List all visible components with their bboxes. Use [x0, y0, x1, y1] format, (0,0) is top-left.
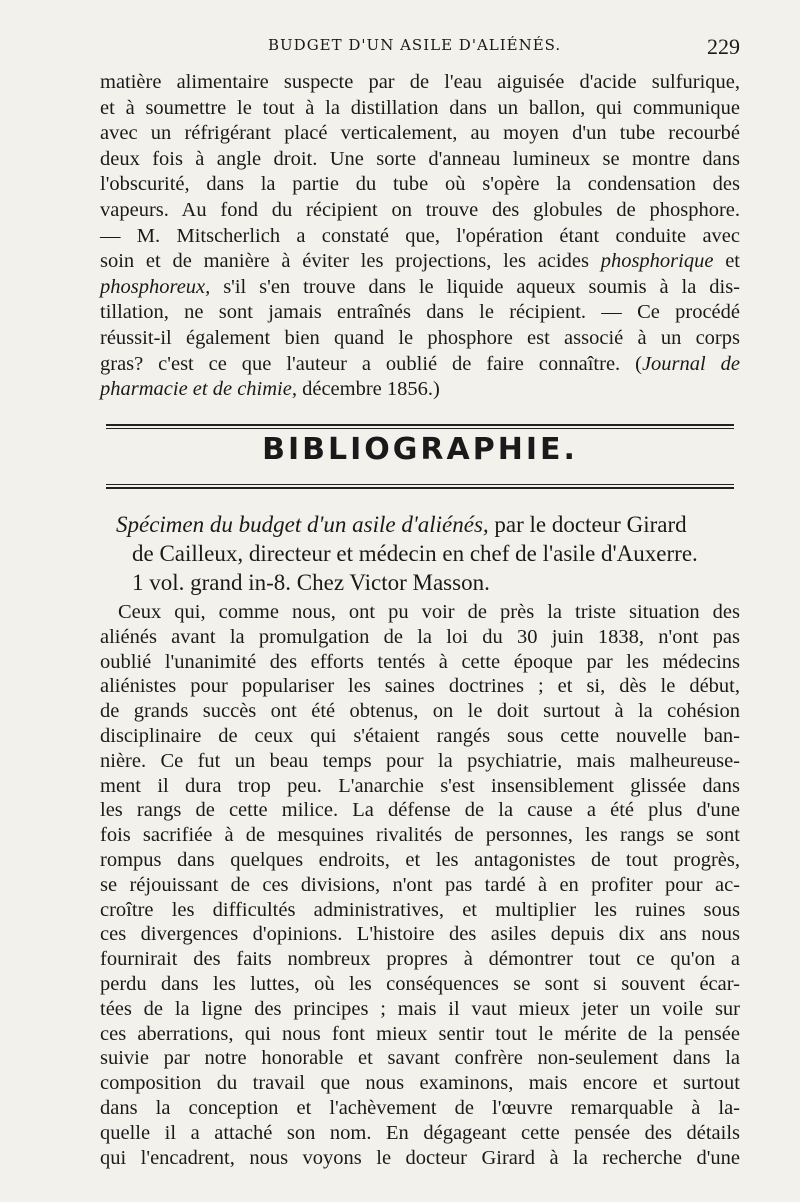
text-line: nière. Ce fut un beau temps pour la psychiatrie, mais malheureuse- [100, 749, 740, 772]
book-title: Spécimen du budget d'un asile d'aliénés, [116, 512, 489, 537]
text-line: ces divergences d'opinions. L'histoire des asiles depuis dix ans nous [100, 923, 740, 946]
review-paragraph [100, 600, 740, 1170]
italic-term: phosphorique [600, 250, 714, 273]
text-line: fois sacrifiée à de mesquines rivalités de personnes, les rangs se sont [100, 824, 740, 847]
running-title: BUDGET D'UN ASILE D'ALIÉNÉS. [268, 36, 562, 54]
italic-term: phosphoreux, [100, 275, 211, 298]
journal-name: pharmacie et de chimie, [100, 378, 297, 401]
book-reference-line: de Cailleux, directeur et médecin en chef de l'asile d'Auxerre. [132, 541, 698, 566]
text-line: et à soumettre le tout à la distillation dans un ballon, qui communique [100, 96, 740, 119]
text-line: aliénés avant la promulgation de la loi du 30 juin 1838, n'ont pas [100, 625, 740, 648]
text-line: matière alimentaire suspecte par de l'eau aiguisée d'acide sulfurique, [100, 71, 740, 93]
section-title: BIBLIOGRAPHIE. [262, 432, 578, 467]
text-line [100, 275, 740, 301]
text-line: réussit-il également bien quand le phosphore est associé à un corps [100, 326, 740, 349]
text-line: vapeurs. Au fond du récipient on trouve des globules de phosphore. [100, 198, 740, 221]
text-line: ment il dura trop peu. L'anarchie s'est insensiblement glissée dans [100, 774, 740, 797]
text-line: composition du travail que nous examinons, mais encore et surtout [100, 1072, 740, 1095]
text-line: se réjouissant de ces divisions, n'ont pas tardé à en profiter pour ac- [100, 873, 740, 896]
text-line: oublié l'unanimité des efforts tentés à cette époque par les médecins [100, 650, 740, 673]
text-line: rompus dans quelques endroits, et les antagonistes de tout progrès, [100, 848, 740, 871]
text-line [100, 249, 740, 275]
text-line: tées de la ligne des principes ; mais il vaut mieux jeter un voile sur [100, 997, 740, 1020]
journal-date: décembre 1856.) [296, 378, 440, 401]
page-number: 229 [707, 34, 740, 59]
book-reference-line [116, 510, 744, 539]
text-line: aliénistes pour populariser les saines doctrines ; et si, dès le début, [100, 675, 740, 698]
text-line: ces aberrations, qui nous font mieux sentir tout le mérite de la pensée [100, 1022, 740, 1045]
book-reference-line: 1 vol. grand in-8. Chez Victor Masson. [132, 570, 490, 595]
text-line: perdu dans les luttes, où les conséquences se sont si souvent écar- [100, 972, 740, 995]
text-line: de grands succès ont été obtenus, on le doit surtout à la cohésion [100, 700, 740, 723]
running-head [100, 36, 740, 66]
text-fragment: gras? c'est ce que l'auteur a oublié de faire connaître. ( [100, 352, 642, 375]
text-line [100, 352, 740, 378]
text-line: avec un réfrigérant placé verticalement, au moyen d'un tube recourbé [100, 122, 740, 145]
text-line: Ceux qui, comme nous, ont pu voir de près la triste situation des [118, 601, 740, 623]
text-line: dans la conception et l'achèvement de l'œuvre remarquable à la- [100, 1096, 740, 1119]
text-line: qui l'encadrent, nous voyons le docteur Girard à la recherche d'une [100, 1146, 740, 1169]
text-line: les rangs de cette milice. La défense de la cause a été plus d'une [100, 799, 740, 822]
journal-name: Journal de [641, 352, 740, 375]
top-paragraph [100, 70, 740, 403]
text-line: deux fois à angle droit. Une sorte d'anneau lumineux se montre dans [100, 147, 740, 170]
text-line: — M. Mitscherlich a constaté que, l'opération étant conduite avec [100, 224, 740, 247]
text-line: suivie par notre honorable et savant confrère non-seulement dans la [100, 1047, 740, 1070]
text-fragment: s'il s'en trouve dans le liquide aqueux soumis à la dis- [210, 275, 740, 298]
text-line: quelle il a attaché son nom. En dégageant cette pensée des détails [100, 1121, 740, 1144]
text-fragment: soin et de manière à éviter les projections, les acides [100, 250, 601, 273]
text-fragment: et [713, 250, 740, 273]
book-reference [116, 510, 744, 597]
section-rule-bottom [106, 484, 734, 489]
text-line: croître les difficultés administratives, et multiplier les ruines sous [100, 898, 740, 921]
book-author: par le docteur Girard [488, 512, 687, 537]
text-line: fournirait des faits nombreux propres à démontrer tout ce qu'on a [100, 948, 740, 971]
text-line [100, 377, 740, 403]
section-rule-top [106, 424, 734, 429]
text-line: l'obscurité, dans la partie du tube où s'opère la condensation des [100, 173, 740, 196]
text-line: tillation, ne sont jamais entraînés dans le récipient. — Ce procédé [100, 301, 740, 324]
text-line: disciplinaire de ceux qui s'étaient rangés sous cette nouvelle ban- [100, 724, 740, 747]
